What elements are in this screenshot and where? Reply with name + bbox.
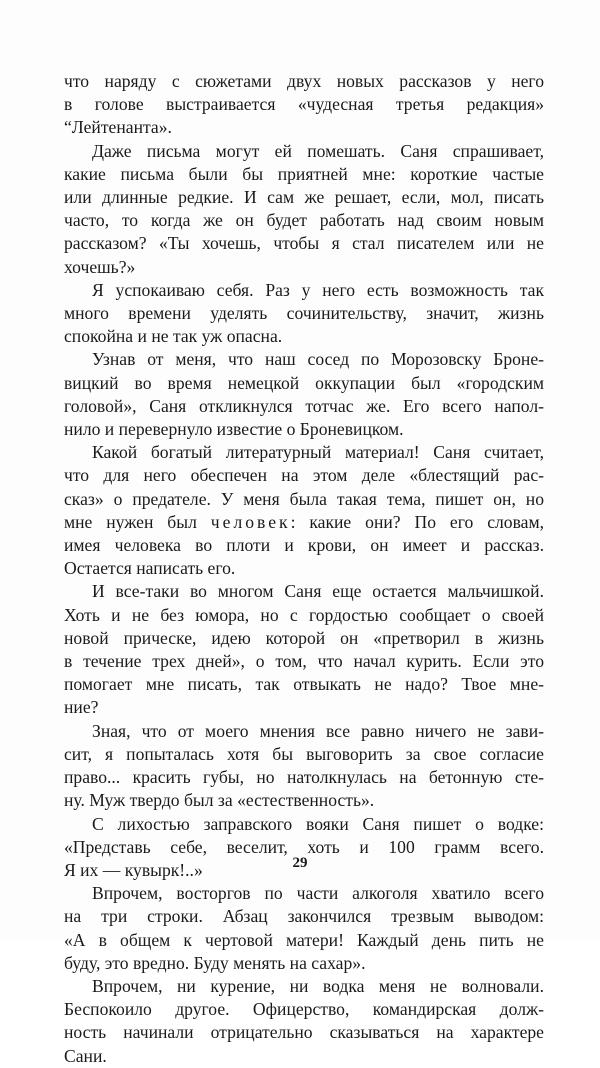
text-line: Я их — кувырк!..» [64, 859, 203, 880]
text-line: Зная, что от моего мнения все равно ничего не зави- [92, 720, 544, 741]
emphasized-word: человек [210, 511, 291, 532]
text-line: И все-таки во многом Саня еще остается мальчишкой. [92, 581, 544, 602]
text-line: Узнав от меня, что наш сосед по Морозовску Броне- [92, 349, 544, 370]
text-line: буду, это вредно. Буду менять на сахар». [64, 952, 366, 973]
text-line: Впрочем, восторгов по части алкоголя хватило всего [92, 883, 544, 904]
text-line: мне нужен был человек: какие они? По его словам, [64, 511, 544, 532]
text-line: на три строки. Абзац закончился трезвым выводом: [64, 906, 544, 927]
text-line: ность начинали отрицательно сказываться на характере [64, 1022, 544, 1043]
text-line: новой прическе, идею которой он «претворил в жизнь [64, 627, 544, 648]
text-line: С лихостью заправского вояки Саня пишет о водке: [92, 813, 544, 834]
text-line: в течение трех дней», о том, что начал курить. Если это [64, 651, 544, 672]
text-line: часто, то когда же он будет работать над своим новым [64, 210, 544, 231]
text-line: нило и перевернуло известие о Броневицком. [64, 419, 404, 440]
text-line: или длинные редкие. И сам же решает, если, мол, писать [64, 187, 544, 208]
text-line: Хоть и не без юмора, но с гордостью сообщает о своей [64, 604, 544, 625]
text-line: Даже письма могут ей помешать. Саня спрашивает, [92, 140, 544, 161]
text-line: хочешь?» [64, 256, 136, 277]
text-line: Остается написать его. [64, 558, 236, 579]
text-line: что для него обеспечен на этом деле «блестящий рас- [64, 465, 544, 486]
page-body-text [64, 70, 544, 1068]
text-line: имея человека во плоти и крови, он имеет и рассказ. [64, 535, 544, 556]
text-line: Впрочем, ни курение, ни водка меня не волновали. [92, 975, 544, 996]
page-number: 29 [292, 855, 308, 871]
text-line: «А в общем к чертовой матери! Каждый день пить не [64, 929, 544, 950]
text-line: право... красить губы, но натолкнулась на бетонную сте- [64, 767, 544, 788]
text-line: вицкий во время немецкой оккупации был «городским [64, 372, 544, 393]
text-line: Беспокоило другое. Офицерство, командирская долж- [64, 999, 544, 1020]
text-line: сит, я попыталась хотя бы выговорить за свое согласие [64, 743, 544, 764]
text-line: сказ» о предателе. У меня была такая тема, пишет он, но [64, 488, 544, 509]
text-line: помогает мне писать, так отвыкать не надо? Твое мне- [64, 674, 544, 695]
text-line: Какой богатый литературный материал! Саня считает, [92, 442, 544, 463]
text-line: рассказом? «Ты хочешь, чтобы я стал писателем или не [64, 233, 544, 254]
text-line: “Лейтенанта». [64, 117, 172, 138]
text-line: Сани. [64, 1045, 107, 1066]
text-line: что наряду с сюжетами двух новых рассказов у него [64, 71, 544, 91]
text-line: «Представь себе, веселит, хоть и 100 грамм всего. [64, 836, 544, 857]
text-line: какие письма были бы приятней мне: короткие частые [64, 163, 544, 184]
text-line: много времени уделять сочинительству, значит, жизнь [64, 303, 544, 324]
text-line: ние? [64, 697, 99, 718]
text-line: Я успокаиваю себя. Раз у него есть возможность так [92, 279, 544, 300]
text-line: головой», Саня откликнулся тотчас же. Его всего напол- [64, 395, 544, 416]
text-line: ну. Муж твердо был за «естественность». [64, 790, 375, 811]
text-line: в голове выстраивается «чудесная третья редакция» [64, 94, 544, 115]
text-line: спокойна и не так уж опасна. [64, 326, 283, 347]
